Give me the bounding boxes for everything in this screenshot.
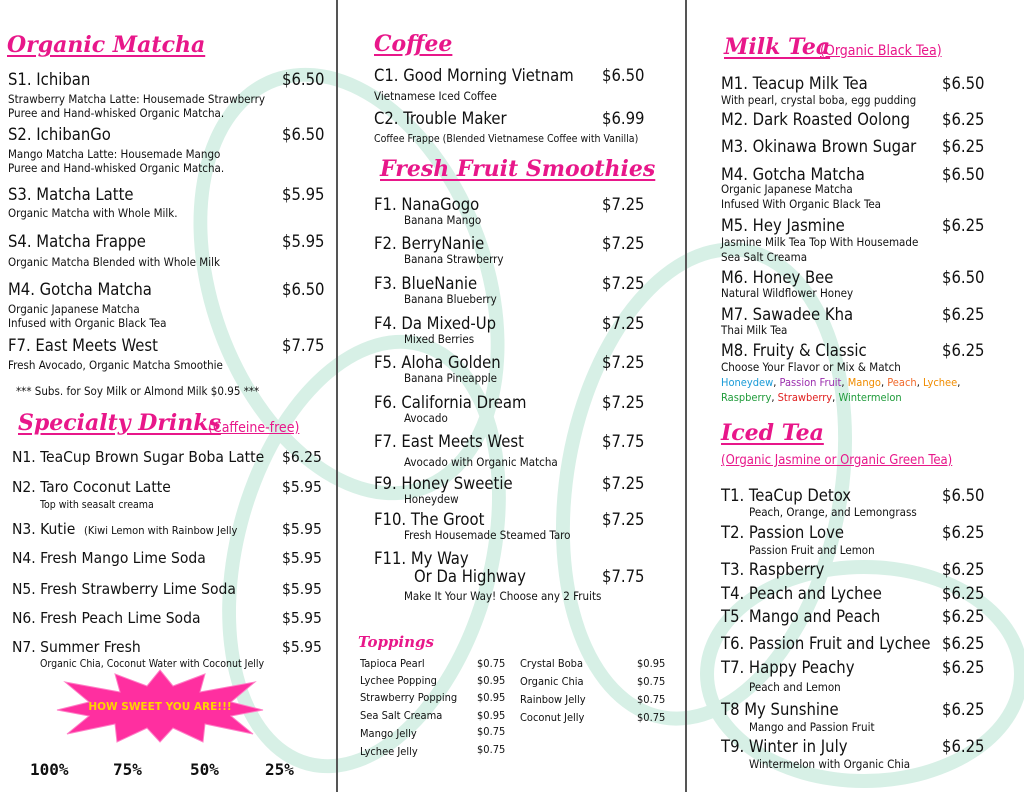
menu-item-desc: Mango and Passion Fruit xyxy=(749,720,875,734)
menu-item-price: $5.95 xyxy=(282,478,322,496)
menu-item-desc: Organic Japanese Matcha xyxy=(721,182,853,196)
menu-item-price: $6.99 xyxy=(602,109,645,128)
menu-item-name: F11. My Way xyxy=(374,549,469,568)
section-title-coffee: Coffee xyxy=(374,31,453,57)
menu-item-name: N5. Fresh Strawberry Lime Soda xyxy=(12,580,236,598)
menu-item-name: M5. Hey Jasmine xyxy=(721,216,845,235)
menu-item-name: T7. Happy Peachy xyxy=(721,658,855,677)
menu-item-price: $7.75 xyxy=(602,567,645,586)
topping-price: $0.75 xyxy=(477,743,506,756)
panel-middle xyxy=(338,0,685,792)
menu-item-desc: Infused With Organic Black Tea xyxy=(721,197,882,211)
flavor-list-row1: Honeydew, Passion Fruit, Mango, Peach, Lychee, xyxy=(721,376,961,389)
menu-item-desc: Puree and Hand-whisked Organic Matcha. xyxy=(8,161,225,175)
menu-item-price: $6.25 xyxy=(942,216,985,235)
menu-item-price: $7.25 xyxy=(602,393,645,412)
menu-item-price: $6.50 xyxy=(942,268,985,287)
menu-item-desc: Coffee Frappe (Blended Vietnamese Coffee with Vanilla) xyxy=(374,133,639,145)
menu-item-name: C1. Good Morning Vietnam xyxy=(374,66,574,85)
topping-price: $0.75 xyxy=(637,711,666,724)
menu-item-name: T2. Passion Love xyxy=(721,523,845,542)
menu-item-name: F10. The Groot xyxy=(374,510,485,529)
menu-item-price: $7.75 xyxy=(282,336,325,355)
menu-item-price: $5.95 xyxy=(282,520,322,538)
menu-item-name: T5. Mango and Peach xyxy=(721,607,881,626)
panel-left xyxy=(0,0,336,792)
menu-item-price: $5.95 xyxy=(282,609,322,627)
menu-item-name: N4. Fresh Mango Lime Soda xyxy=(12,549,206,567)
sweetness-level: 25% xyxy=(265,760,294,779)
menu-item-name: N2. Taro Coconut Latte xyxy=(12,478,171,496)
topping-price: $0.75 xyxy=(637,693,666,706)
sweetness-level: 75% xyxy=(113,760,142,779)
menu-item-desc: Banana Mango xyxy=(404,213,482,227)
menu-item-name: S3. Matcha Latte xyxy=(8,185,134,204)
menu-item-name: M3. Okinawa Brown Sugar xyxy=(721,137,917,156)
topping-name: Crystal Boba xyxy=(520,657,584,670)
topping-name: Rainbow Jelly xyxy=(520,693,586,706)
menu-item-price: $7.25 xyxy=(602,274,645,293)
menu-item-price: $6.50 xyxy=(282,125,325,144)
menu-item-name: T8 My Sunshine xyxy=(721,700,839,719)
sweetness-label: HOW SWEET YOU ARE!!! xyxy=(88,701,232,713)
menu-item-name: F4. Da Mixed-Up xyxy=(374,314,497,333)
menu-item-price: $6.25 xyxy=(282,448,322,466)
topping-price: $0.75 xyxy=(477,657,506,670)
flavor-lychee: Lychee xyxy=(922,376,958,389)
menu-item-price: $6.25 xyxy=(942,560,985,579)
menu-item-desc: Sea Salt Creama xyxy=(721,250,808,264)
panel-right xyxy=(687,0,1024,792)
menu-item-name: F9. Honey Sweetie xyxy=(374,474,513,493)
menu-item-price: $6.25 xyxy=(942,700,985,719)
menu-item-price: $5.95 xyxy=(282,232,325,251)
menu-item-price: $6.50 xyxy=(942,165,985,184)
menu-item-price: $5.95 xyxy=(282,580,322,598)
menu-item-name: T3. Raspberry xyxy=(721,560,825,579)
menu-item-price: $6.25 xyxy=(942,737,985,756)
menu-item-price: $5.95 xyxy=(282,185,325,204)
menu-item-name: S4. Matcha Frappe xyxy=(8,232,146,251)
sweetness-level: 100% xyxy=(30,760,69,779)
menu-item-desc: Choose Your Flavor or Mix & Match xyxy=(721,360,901,374)
menu-item-name: S1. Ichiban xyxy=(8,70,91,89)
menu-item-price: $6.50 xyxy=(942,486,985,505)
menu-item-desc: Thai Milk Tea xyxy=(721,323,788,337)
menu-item-name: N6. Fresh Peach Lime Soda xyxy=(12,609,201,627)
menu-item-price: $6.50 xyxy=(282,280,325,299)
section-title-iced-tea: Iced Tea xyxy=(721,420,824,446)
topping-name: Strawberry Popping xyxy=(360,691,458,704)
flavor-mango: Mango xyxy=(847,376,881,389)
menu-item-desc: Peach, Orange, and Lemongrass xyxy=(749,505,917,519)
section-title-smoothies: Fresh Fruit Smoothies xyxy=(380,156,656,182)
menu-item-name: F7. East Meets West xyxy=(374,432,524,451)
section-subtitle: (Caffeine-free) xyxy=(208,420,300,436)
milk-substitution-note: *** Subs. for Soy Milk or Almond Milk $0.95 *** xyxy=(16,384,260,398)
menu-item-name: T6. Passion Fruit and Lychee xyxy=(721,634,931,653)
menu-item-desc: Organic Japanese Matcha xyxy=(8,302,140,316)
menu-item-desc: Avocado xyxy=(404,411,448,425)
menu-item-desc: Strawberry Matcha Latte: Housemade Strawberry xyxy=(8,92,265,106)
flavor-wintermelon: Wintermelon xyxy=(838,391,902,404)
menu-item-price: $6.25 xyxy=(942,634,985,653)
menu-item-desc: Peach and Lemon xyxy=(749,680,841,694)
topping-name: Sea Salt Creama xyxy=(360,709,443,722)
menu-item-price: $6.50 xyxy=(282,70,325,89)
menu-item-name: T1. TeaCup Detox xyxy=(721,486,852,505)
topping-name: Lychee Jelly xyxy=(360,745,418,758)
sweetness-burst-badge xyxy=(55,668,265,744)
menu-item-desc: Jasmine Milk Tea Top With Housemade xyxy=(721,235,919,249)
menu-item-name: F7. East Meets West xyxy=(8,336,158,355)
menu-item-price: $6.25 xyxy=(942,305,985,324)
menu-item-price: $6.25 xyxy=(942,523,985,542)
menu-item-price: $7.25 xyxy=(602,510,645,529)
menu-item-desc: Mixed Berries xyxy=(404,332,475,346)
section-title-organic-matcha: Organic Matcha xyxy=(7,32,206,58)
menu-item-desc: Mango Matcha Latte: Housemade Mango xyxy=(8,147,221,161)
menu-item-price: $6.50 xyxy=(942,74,985,93)
menu-item-desc: Organic Matcha with Whole Milk. xyxy=(8,206,178,220)
menu-item-name: T4. Peach and Lychee xyxy=(721,584,882,603)
topping-name: Mango Jelly xyxy=(360,727,417,740)
menu-item-name: F1. NanaGogo xyxy=(374,195,480,214)
menu-item-name: M7. Sawadee Kha xyxy=(721,305,854,324)
menu-item-price: $5.95 xyxy=(282,638,322,656)
menu-item-price: $6.25 xyxy=(942,658,985,677)
menu-item-name: C2. Trouble Maker xyxy=(374,109,507,128)
menu-item-name: M8. Fruity & Classic xyxy=(721,341,867,360)
flavor-passion-fruit: Passion Fruit xyxy=(779,376,842,389)
section-subtitle: (Organic Black Tea) xyxy=(820,43,942,59)
menu-item-name: F3. BlueNanie xyxy=(374,274,478,293)
menu-item-desc: Passion Fruit and Lemon xyxy=(749,543,875,557)
topping-name: Organic Chia xyxy=(520,675,584,688)
menu-item-name: S2. IchibanGo xyxy=(8,125,111,144)
topping-price: $0.95 xyxy=(637,657,666,670)
menu-item-desc: Organic Chia, Coconut Water with Coconut Jelly xyxy=(40,658,265,670)
menu-item-name: M1. Teacup Milk Tea xyxy=(721,74,868,93)
menu-item-name: F6. California Dream xyxy=(374,393,527,412)
menu-item-name: M2. Dark Roasted Oolong xyxy=(721,110,910,129)
flavor-raspberry: Raspberry xyxy=(721,391,772,404)
menu-item-desc: Puree and Hand-whisked Organic Matcha. xyxy=(8,106,225,120)
menu-item-desc: Wintermelon with Organic Chia xyxy=(749,757,911,771)
menu-item-price: $5.95 xyxy=(282,549,322,567)
menu-item-price: $7.25 xyxy=(602,474,645,493)
menu-item-name: F2. BerryNanie xyxy=(374,234,485,253)
menu-item-price: $7.25 xyxy=(602,234,645,253)
topping-price: $0.95 xyxy=(477,691,506,704)
sweetness-level: 50% xyxy=(190,760,219,779)
menu-item-desc: Banana Pineapple xyxy=(404,371,498,385)
menu-item-desc: (Kiwi Lemon with Rainbow Jelly xyxy=(84,524,238,537)
menu-item-desc: Fresh Housemade Steamed Taro xyxy=(404,528,571,542)
menu-item-desc: Vietnamese Iced Coffee xyxy=(374,89,497,103)
topping-price: $0.75 xyxy=(477,725,506,738)
menu-item-price: $7.25 xyxy=(602,353,645,372)
section-title-specialty-drinks: Specialty Drinks xyxy=(18,410,221,436)
menu-item-price: $6.25 xyxy=(942,137,985,156)
menu-item-desc: Top with seasalt creama xyxy=(40,499,154,511)
menu-item-price: $6.25 xyxy=(942,584,985,603)
topping-name: Tapioca Pearl xyxy=(360,657,425,670)
topping-price: $0.95 xyxy=(477,674,506,687)
topping-name: Lychee Popping xyxy=(360,674,437,687)
menu-item-desc: Banana Strawberry xyxy=(404,252,504,266)
flavor-list-row2: Raspberry, Strawberry, Wintermelon xyxy=(721,391,902,404)
menu-item-name-cont: Or Da Highway xyxy=(414,567,526,586)
menu-item-desc: Make It Your Way! Choose any 2 Fruits xyxy=(404,589,602,603)
menu-item-desc: Natural Wildflower Honey xyxy=(721,286,854,300)
menu-item-price: $7.25 xyxy=(602,314,645,333)
menu-item-price: $7.25 xyxy=(602,195,645,214)
menu-item-price: $6.50 xyxy=(602,66,645,85)
menu-item-price: $6.25 xyxy=(942,110,985,129)
flavor-honeydew: Honeydew xyxy=(721,376,774,389)
section-title-toppings: Toppings xyxy=(358,633,434,651)
menu-item-desc: Honeydew xyxy=(404,492,459,506)
menu-item-desc: Organic Matcha Blended with Whole Milk xyxy=(8,255,220,269)
menu-item-name: M4. Gotcha Matcha xyxy=(721,165,865,184)
menu-item-price: $6.25 xyxy=(942,341,985,360)
flavor-peach: Peach xyxy=(887,376,917,389)
menu-item-desc: Banana Blueberry xyxy=(404,292,497,306)
menu-item-desc: Infused with Organic Black Tea xyxy=(8,316,167,330)
menu-item-name: F5. Aloha Golden xyxy=(374,353,501,372)
menu-item-name: N1. TeaCup Brown Sugar Boba Latte xyxy=(12,448,265,466)
flavor-strawberry: Strawberry xyxy=(777,391,833,404)
menu-item-name: T9. Winter in July xyxy=(721,737,848,756)
menu-item-name: M4. Gotcha Matcha xyxy=(8,280,152,299)
topping-name: Coconut Jelly xyxy=(520,711,585,724)
menu-item-name: N7. Summer Fresh xyxy=(12,638,141,656)
menu-item-price: $7.75 xyxy=(602,432,645,451)
menu-item-desc: With pearl, crystal boba, egg pudding xyxy=(721,93,917,107)
topping-price: $0.95 xyxy=(477,709,506,722)
menu-item-name: M6. Honey Bee xyxy=(721,268,834,287)
menu-item-desc: Fresh Avocado, Organic Matcha Smoothie xyxy=(8,358,223,372)
section-subtitle: (Organic Jasmine or Organic Green Tea) xyxy=(721,453,953,468)
section-title-milk-tea: Milk Tea xyxy=(724,34,831,60)
topping-price: $0.75 xyxy=(637,675,666,688)
menu-item-desc: Avocado with Organic Matcha xyxy=(404,455,558,469)
menu-item-price: $6.25 xyxy=(942,607,985,626)
menu-item-name: N3. Kutie xyxy=(12,520,76,538)
